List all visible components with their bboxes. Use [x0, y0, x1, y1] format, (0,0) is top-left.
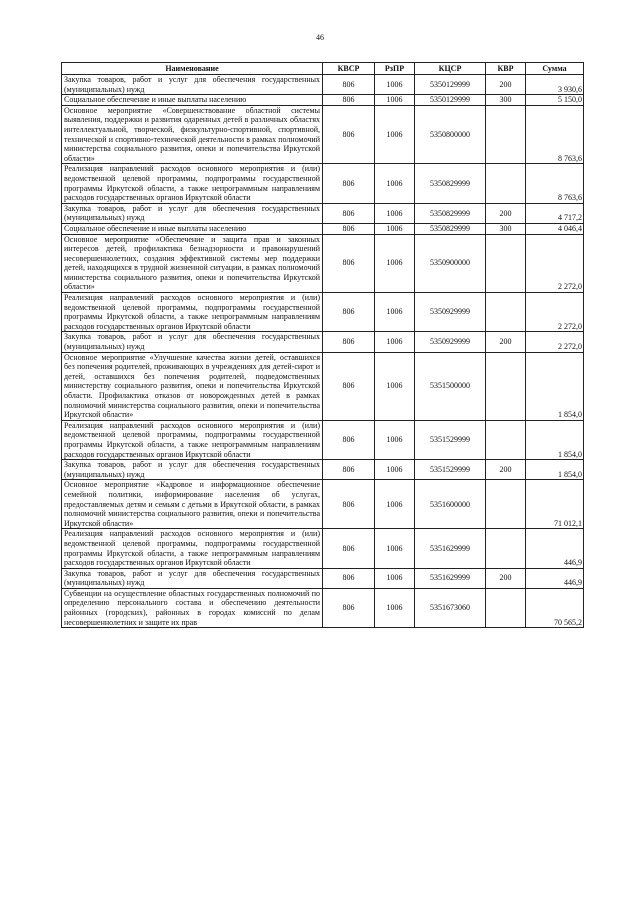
row-kvr-cell: 200	[486, 203, 526, 223]
row-sum-cell: 1 854,0	[526, 420, 584, 459]
row-kvr-cell	[486, 352, 526, 420]
row-sum-cell: 71 012,1	[526, 480, 584, 529]
table-row	[62, 460, 584, 480]
table-row	[62, 529, 584, 568]
row-kvsr-cell: 806	[323, 420, 375, 459]
row-name-cell: Реализация направлений расходов основного мероприятия и (или) ведомственной целевой программы, подпрограммы государственной программы Иркутской области, а также непрограммным направлениям расходов государственных органов Иркутской области	[62, 420, 323, 459]
row-kvr-cell: 200	[486, 568, 526, 588]
row-kvr-cell: 300	[486, 95, 526, 106]
row-kvsr-cell: 806	[323, 568, 375, 588]
row-sum-cell: 8 763,6	[526, 164, 584, 203]
row-kvr-cell	[486, 420, 526, 459]
row-rzpr-cell: 1006	[375, 529, 415, 568]
table-row	[62, 352, 584, 420]
row-sum-cell: 1 854,0	[526, 352, 584, 420]
col-header-sum: Сумма	[526, 63, 584, 75]
table-row	[62, 588, 584, 627]
row-kvr-cell: 300	[486, 223, 526, 234]
row-kcsr-cell: 5350829999	[415, 203, 486, 223]
table-row	[62, 332, 584, 352]
row-name-cell: Субвенции на осуществление областных государственных полномочий по определению персонального состава и обеспечению деятельности районных (городских), районных в городах комиссий по делам несовершеннолетних и защите их прав	[62, 588, 323, 627]
row-sum-cell: 70 565,2	[526, 588, 584, 627]
row-kcsr-cell: 5350829999	[415, 164, 486, 203]
row-rzpr-cell: 1006	[375, 420, 415, 459]
row-kvsr-cell: 806	[323, 293, 375, 332]
row-rzpr-cell: 1006	[375, 480, 415, 529]
row-kvsr-cell: 806	[323, 460, 375, 480]
row-name-cell: Реализация направлений расходов основного мероприятия и (или) ведомственной целевой программы, подпрограммы государственной программы Иркутской области, а также непрограммным направлениям расходов государственных органов Иркутской области	[62, 293, 323, 332]
table-row	[62, 105, 584, 164]
row-sum-cell: 4 717,2	[526, 203, 584, 223]
row-name-cell: Реализация направлений расходов основного мероприятия и (или) ведомственной целевой программы, подпрограммы государственной программы Иркутской области, а также непрограммным направлениям расходов государственных органов Иркутской области	[62, 164, 323, 203]
row-sum-cell: 4 046,4	[526, 223, 584, 234]
row-rzpr-cell: 1006	[375, 164, 415, 203]
row-name-cell: Закупка товаров, работ и услуг для обеспечения государственных (муниципальных) нужд	[62, 460, 323, 480]
row-kcsr-cell: 5351529999	[415, 420, 486, 459]
row-kcsr-cell: 5351629999	[415, 568, 486, 588]
col-header-kvr: КВР	[486, 63, 526, 75]
row-kvr-cell	[486, 588, 526, 627]
row-sum-cell: 3 930,6	[526, 75, 584, 95]
row-sum-cell: 2 272,0	[526, 234, 584, 293]
col-header-name: Наименование	[62, 63, 323, 75]
row-kvr-cell	[486, 234, 526, 293]
row-name-cell: Закупка товаров, работ и услуг для обеспечения государственных (муниципальных) нужд	[62, 203, 323, 223]
row-kcsr-cell: 5351673060	[415, 588, 486, 627]
row-rzpr-cell: 1006	[375, 95, 415, 106]
row-name-cell: Социальное обеспечение и иные выплаты населению	[62, 95, 323, 106]
row-rzpr-cell: 1006	[375, 568, 415, 588]
col-header-kvsr: КВСР	[323, 63, 375, 75]
row-name-cell: Основное мероприятие «Обеспечение и защита прав и законных интересов детей, профилактика безнадзорности и правонарушений несовершеннолетних, создания эффективной системы мер поддержки детей, находящихся в трудной жизненной ситуации, в рамках полномочий министерства социального развития, опеки и попечительства Иркутской области»	[62, 234, 323, 293]
row-kcsr-cell: 5350129999	[415, 75, 486, 95]
row-rzpr-cell: 1006	[375, 203, 415, 223]
row-rzpr-cell: 1006	[375, 105, 415, 164]
row-name-cell: Закупка товаров, работ и услуг для обеспечения государственных (муниципальных) нужд	[62, 568, 323, 588]
row-rzpr-cell: 1006	[375, 588, 415, 627]
row-rzpr-cell: 1006	[375, 460, 415, 480]
row-sum-cell: 1 854,0	[526, 460, 584, 480]
row-kcsr-cell: 5350900000	[415, 234, 486, 293]
table-row	[62, 223, 584, 234]
row-rzpr-cell: 1006	[375, 234, 415, 293]
row-kvr-cell	[486, 105, 526, 164]
row-kcsr-cell: 5350929999	[415, 293, 486, 332]
table-row	[62, 164, 584, 203]
budget-table	[61, 62, 584, 628]
table-row	[62, 293, 584, 332]
row-kvsr-cell: 806	[323, 588, 375, 627]
row-name-cell: Основное мероприятие «Совершенствование областной системы выявления, поддержки и развития одаренных детей в различных областях интеллектуальной, творческой, физкультурно-спортивной, спортивной, технической и спортивно-технической деятельности в рамках полномочий министерства социального развития, опеки и попечительства Иркутской области»	[62, 105, 323, 164]
row-kvsr-cell: 806	[323, 95, 375, 106]
row-name-cell: Основное мероприятие «Улучшение качества жизни детей, оставшихся без попечения родителей, проживающих в учреждениях для детей-сирот и детей, оставшихся без попечения родителей, подведомственных министерству социального развития, опеки и попечительства Иркутской области. Профилактика отказов от новорожденных детей в рамках полномочий министерства социального развития, опеки и попечительства Иркутской области»	[62, 352, 323, 420]
row-sum-cell: 446,9	[526, 529, 584, 568]
row-kcsr-cell: 5350800000	[415, 105, 486, 164]
row-name-cell: Основное мероприятие «Кадровое и информационное обеспечение семейной политики, информирование населения об услугах, предоставляемых детям и семьям с детьми в Иркутской области, в рамках полномочий министерства социального развития, опеки и попечительства Иркутской области»	[62, 480, 323, 529]
table-row	[62, 568, 584, 588]
row-rzpr-cell: 1006	[375, 223, 415, 234]
row-kvsr-cell: 806	[323, 480, 375, 529]
row-kvsr-cell: 806	[323, 223, 375, 234]
table-row	[62, 480, 584, 529]
table-row	[62, 234, 584, 293]
page-number: 46	[316, 33, 324, 42]
row-kvr-cell: 200	[486, 332, 526, 352]
row-kcsr-cell: 5350829999	[415, 223, 486, 234]
row-sum-cell: 2 272,0	[526, 332, 584, 352]
row-kvr-cell	[486, 293, 526, 332]
row-rzpr-cell: 1006	[375, 352, 415, 420]
row-name-cell: Закупка товаров, работ и услуг для обеспечения государственных (муниципальных) нужд	[62, 75, 323, 95]
row-rzpr-cell: 1006	[375, 293, 415, 332]
col-header-rzpr: РзПР	[375, 63, 415, 75]
table-row	[62, 95, 584, 106]
row-sum-cell: 2 272,0	[526, 293, 584, 332]
row-kvsr-cell: 806	[323, 203, 375, 223]
row-kcsr-cell: 5350929999	[415, 332, 486, 352]
row-name-cell: Закупка товаров, работ и услуг для обеспечения государственных (муниципальных) нужд	[62, 332, 323, 352]
table-row	[62, 75, 584, 95]
row-kvsr-cell: 806	[323, 529, 375, 568]
row-kvsr-cell: 806	[323, 105, 375, 164]
row-kcsr-cell: 5350129999	[415, 95, 486, 106]
table-row	[62, 420, 584, 459]
row-kvsr-cell: 806	[323, 234, 375, 293]
row-name-cell: Социальное обеспечение и иные выплаты населению	[62, 223, 323, 234]
table-header-row	[62, 63, 584, 75]
row-kvr-cell: 200	[486, 460, 526, 480]
row-kcsr-cell: 5351629999	[415, 529, 486, 568]
row-kcsr-cell: 5351529999	[415, 460, 486, 480]
row-kvr-cell	[486, 164, 526, 203]
row-kvr-cell: 200	[486, 75, 526, 95]
row-sum-cell: 8 763,6	[526, 105, 584, 164]
row-sum-cell: 446,9	[526, 568, 584, 588]
row-kvsr-cell: 806	[323, 332, 375, 352]
row-kcsr-cell: 5351500000	[415, 352, 486, 420]
table-row	[62, 203, 584, 223]
row-kvsr-cell: 806	[323, 75, 375, 95]
row-kvr-cell	[486, 529, 526, 568]
row-rzpr-cell: 1006	[375, 75, 415, 95]
col-header-kcsr: КЦСР	[415, 63, 486, 75]
row-kvsr-cell: 806	[323, 352, 375, 420]
row-kvsr-cell: 806	[323, 164, 375, 203]
row-name-cell: Реализация направлений расходов основного мероприятия и (или) ведомственной целевой программы, подпрограммы государственной программы Иркутской области, а также непрограммным направлениям расходов государственных органов Иркутской области	[62, 529, 323, 568]
row-kvr-cell	[486, 480, 526, 529]
row-rzpr-cell: 1006	[375, 332, 415, 352]
row-kcsr-cell: 5351600000	[415, 480, 486, 529]
row-sum-cell: 5 150,0	[526, 95, 584, 106]
